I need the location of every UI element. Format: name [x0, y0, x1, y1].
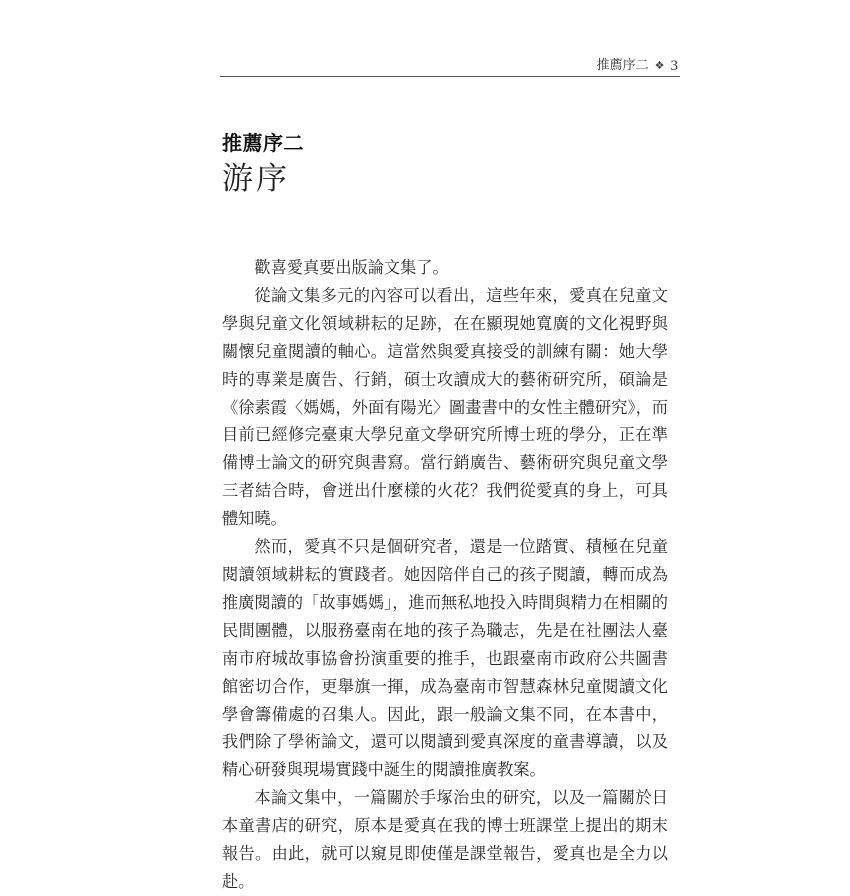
chapter-heading: [222, 130, 304, 199]
running-head: [220, 58, 680, 77]
running-head-section-title: 推薦序二: [596, 58, 649, 73]
page-number: 3: [670, 58, 678, 74]
paragraph: 然而，愛真不只是個研究者，還是一位踏實、積極在兒童閱讀領域耕耘的實踐者。她因陪伴自己的孩子閱讀，轉而成為推廣閱讀的「故事媽媽」，進而無私地投入時間與精力在相關的民間團體，以服務臺南在地的孩子為職志，先是在社團法人臺南市府城故事協會扮演重要的推手，也跟臺南市政府公共圖書館密切合作，更舉旗一揮，成為臺南市智慧森林兒童閱讀文化學會籌備處的召集人。因此，跟一般論文集不同，在本書中，我們除了學術論文，還可以閱讀到愛真深度的童書導讀，以及精心研發與現場實踐中誕生的閱讀推廣教案。: [222, 537, 668, 780]
chapter-title: 游序: [222, 161, 290, 197]
paragraph: 從論文集多元的內容可以看出，這些年來，愛真在兒童文學與兒童文化領域耕耘的足跡，在在顯現她寬廣的文化視野與關懷兒童閱讀的軸心。這當然與愛真接受的訓練有關：她大學時的專業是廣告、行銷，碩士攻讀成大的藝術研究所，碩論是《徐素霞〈媽媽，外面有陽光〉圖畫書中的女性主體研究》，而目前已經修完臺東大學兒童文學研究所博士班的學分，正在準備博士論文的研究與書寫。當行銷廣告、藝術研究與兒童文學三者結合時，會迸出什麼樣的火花？我們從愛真的身上，可具體知曉。: [222, 285, 668, 529]
chapter-label: 推薦序二: [222, 131, 304, 155]
body-text: [222, 254, 668, 896]
paragraph: 本論文集中，一篇關於手塚治虫的研究，以及一篇關於日本童書店的研究，原本是愛真在我的博士班課堂上提出的期末報告。由此，就可以窺見即使僅是課堂報告，愛真也是全力以赴。: [222, 788, 668, 891]
diamond-ornament-icon: ❖: [654, 59, 665, 72]
paragraph: 歡喜愛真要出版論文集了。: [254, 258, 449, 277]
